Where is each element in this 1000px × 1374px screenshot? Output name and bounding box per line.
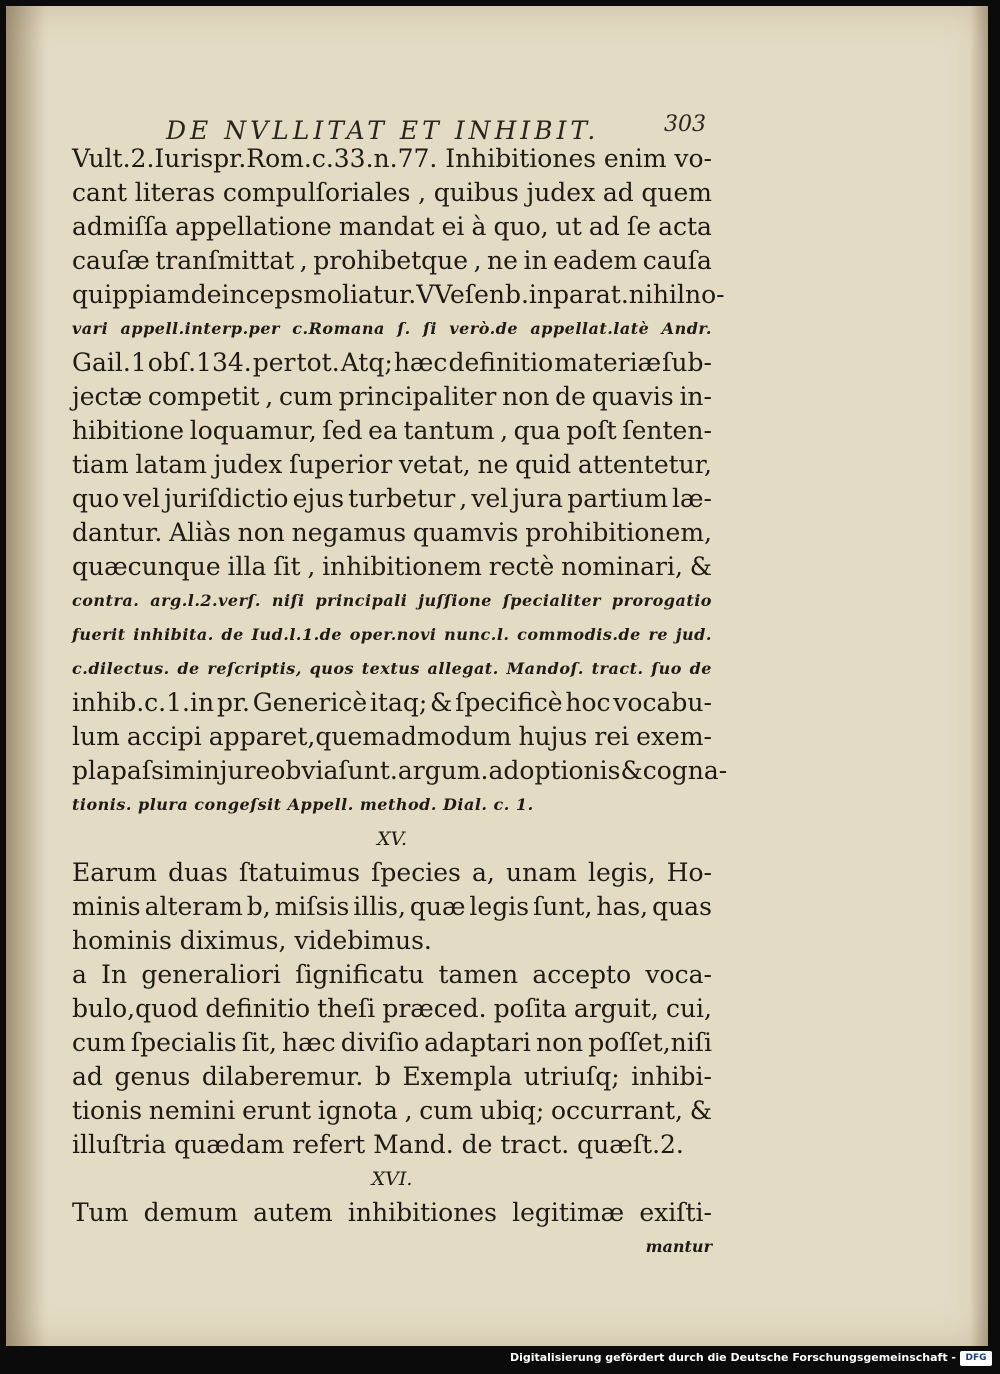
text-line: Vult.2.Iurispr.Rom.c.33.n.77. Inhibitiones enim vo-	[72, 144, 712, 173]
body-text	[72, 142, 728, 1264]
page-edge-shadow	[970, 6, 988, 1346]
text-line: Earum duas ſtatuimus ſpecies a, unam legis, Ho-	[72, 858, 712, 887]
text-line: dantur. Aliàs non negamus quamvis prohibitionem,	[72, 518, 712, 547]
page-number: 303	[664, 112, 706, 137]
text-line: vari appell.interp.per c.Romana ſ. ſi verò.de appellat.latè Andr.	[72, 319, 712, 338]
page-gutter-shadow	[6, 6, 46, 1346]
text-line: tionis nemini erunt ignota , cum ubiq; occurrant, &	[72, 1096, 712, 1125]
text-line: inhib.c.1.in pr. Genericè itaq; & ſpecificè hoc vocabu-	[72, 688, 712, 717]
section-heading: XV.	[377, 828, 407, 850]
text-line: hominis diximus, videbimus.	[72, 926, 432, 955]
text-line: pla paſsim in jure obvia ſunt. argum. adoptionis & cogna-	[72, 756, 728, 785]
funding-credit: Digitalisierung gefördert durch die Deutsche Forschungsgemeinschaft -	[509, 1351, 956, 1364]
text-line: tiam latam judex ſuperior vetat, ne quid attentetur,	[72, 450, 712, 479]
text-line: fuerit inhibita. de Iud.l.1.de oper.novi nunc.l. commodis.de re jud.	[72, 625, 712, 644]
text-line: contra. arg.l.2.verſ. niſi principali juſſione ſpecialiter prorogatio	[72, 591, 712, 610]
text-line: cant literas compulſoriales , quibus judex ad quem	[72, 178, 712, 207]
section-heading: XVI.	[371, 1168, 413, 1190]
catchword: mantur	[645, 1237, 712, 1256]
text-line: c.dilectus. de reſcriptis, quos textus allegat. Mandoſ. tract. ſuo de	[72, 659, 712, 678]
text-line: hibitione loquamur, ſed ea tantum , qua poſt ſenten-	[72, 416, 712, 445]
text-line: quo vel juriſdictio ejus turbetur , vel jura partium læ-	[72, 484, 712, 513]
text-line: Tum demum autem inhibitiones legitimæ exiſti-	[72, 1198, 712, 1227]
text-line: illuſtria quædam refert Mand. de tract. quæſt.2.	[72, 1130, 684, 1159]
text-line: cum ſpecialis ſit, hæc diviſio adaptari non poſſet,niſi	[72, 1028, 712, 1057]
footer-bar	[0, 1346, 1000, 1374]
text-line: quippiam deinceps moliatur. VVeſenb. in parat. nihil no-	[72, 280, 725, 309]
text-line: Gail.1 obſ.134. per tot. Atq; hæc definitio materiæ ſub-	[72, 348, 712, 377]
text-line: tionis. plura congeſsit Appell. method. Dial. c. 1.	[72, 795, 534, 814]
dfg-logo: DFG	[960, 1351, 992, 1366]
text-line: ad genus dilaberemur. b Exempla utriuſq; inhibi-	[72, 1062, 712, 1091]
text-line: cauſæ tranſmittat , prohibetque , ne in eadem cauſa	[72, 246, 712, 275]
text-line: a In generaliori ſignificatu tamen accepto voca-	[72, 960, 712, 989]
text-line: bulo,quod definitio theſi præced. poſita arguit, cui,	[72, 994, 712, 1023]
text-line: admiſſa appellatione mandat ei à quo, ut ad ſe acta	[72, 212, 712, 241]
scanned-page	[6, 6, 988, 1346]
text-line: jectæ competit , cum principaliter non de quavis in-	[72, 382, 712, 411]
running-head: DE NVLLITAT ET INHIBIT.	[166, 116, 600, 145]
text-line: lum accipi apparet,quemadmodum hujus rei exem-	[72, 722, 712, 751]
text-line: minis alteram b, miſsis illis, quæ legis ſunt, has, quas	[72, 892, 712, 921]
text-line: quæcunque illa ſit , inhibitionem rectè nominari, &	[72, 552, 712, 581]
